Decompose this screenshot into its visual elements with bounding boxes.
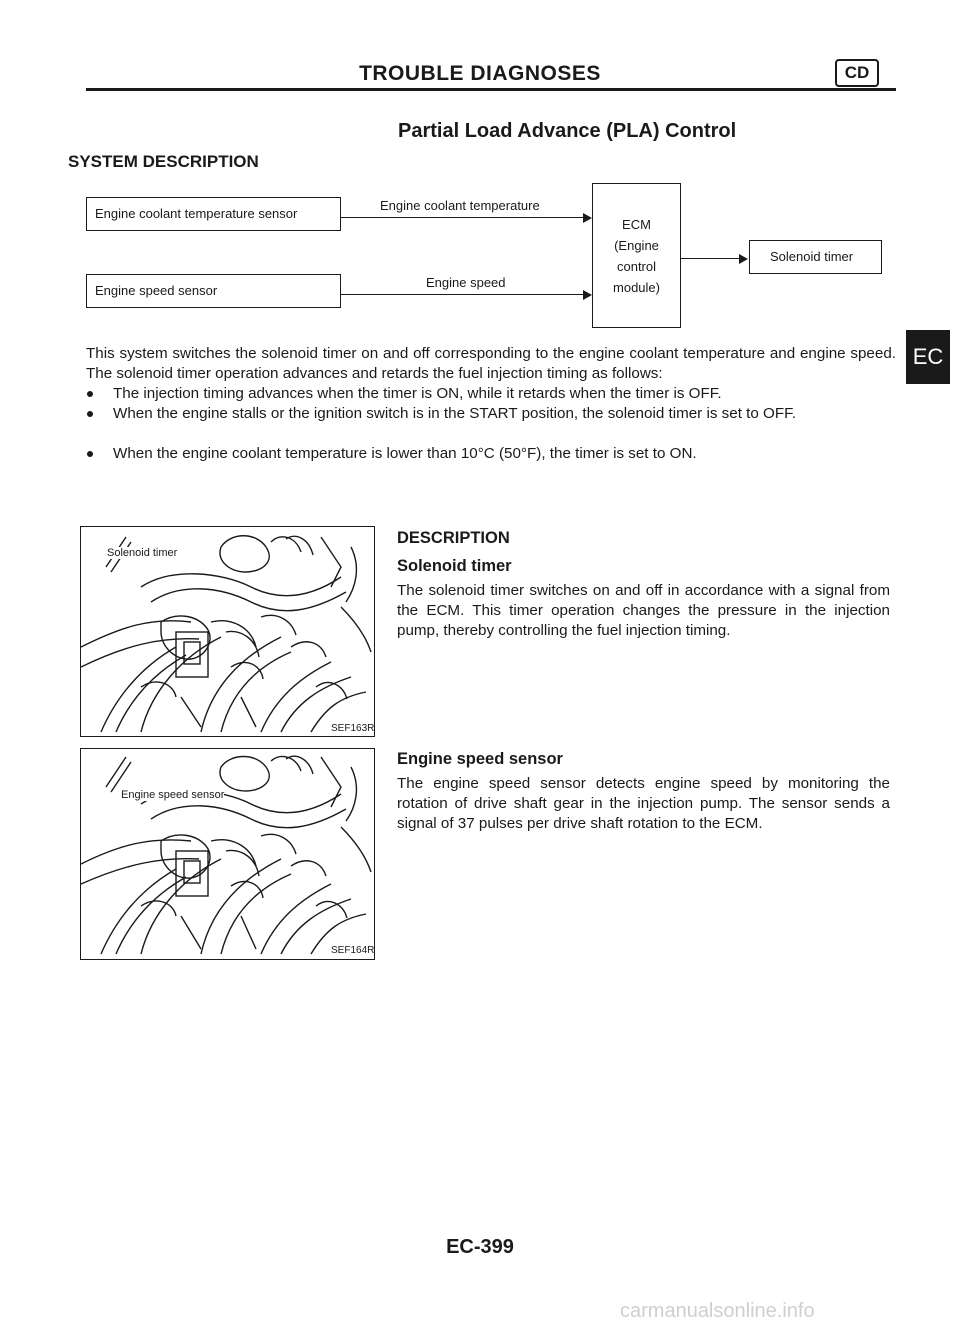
ecm-label-2: (Engine: [614, 238, 659, 253]
ecm-label-1: ECM: [622, 217, 651, 232]
bullet-text: The injection timing advances when the timer is ON, while it retards when the timer is OFF.: [113, 385, 722, 402]
engine-speed-sensor-heading: Engine speed sensor: [397, 750, 563, 768]
description-heading: DESCRIPTION: [397, 529, 510, 547]
figure-solenoid-timer: [80, 526, 375, 737]
watermark: carmanualsonline.info: [620, 1300, 815, 1322]
ecm-output-line: [681, 258, 739, 259]
figure-code: SEF163R: [331, 723, 375, 734]
bullet-dot-icon: [87, 391, 93, 397]
page-number: EC-399: [446, 1236, 514, 1258]
engine-speed-signal-label: Engine speed: [426, 275, 506, 290]
engine-speed-sensor-label: Engine speed sensor: [95, 283, 218, 298]
coolant-temp-signal-line: [341, 217, 583, 218]
figure-engine-speed-sensor: [80, 748, 375, 960]
section-title: Partial Load Advance (PLA) Control: [398, 120, 737, 142]
engine-speed-sensor-box: [86, 274, 341, 308]
figure-callout-solenoid-timer: Solenoid timer: [107, 547, 178, 559]
page-header-title: TROUBLE DIAGNOSES: [359, 62, 601, 85]
coolant-temp-signal-label: Engine coolant temperature: [380, 198, 540, 213]
ec-section-tab: EC: [906, 330, 950, 384]
ecm-output-arrow-icon: [739, 254, 748, 264]
header-rule: [86, 88, 896, 91]
engine-illustration-icon: [81, 749, 375, 960]
solenoid-timer-box: [749, 240, 882, 274]
ecm-label-3: control: [616, 259, 657, 274]
cd-badge: CD: [835, 59, 879, 87]
ecm-box: [592, 183, 681, 328]
solenoid-timer-label: Solenoid timer: [770, 249, 854, 264]
coolant-temp-arrow-icon: [583, 213, 592, 223]
engine-speed-signal-line: [341, 294, 583, 295]
ecm-label-4: module): [613, 280, 660, 295]
solenoid-timer-heading: Solenoid timer: [397, 557, 512, 575]
figure-code: SEF164R: [331, 945, 375, 956]
bullet-dot-icon: [87, 451, 93, 457]
system-description-heading: SYSTEM DESCRIPTION: [68, 152, 259, 171]
solenoid-timer-body: The solenoid timer switches on and off in accordance with a signal from the ECM. This timer operation changes the pressure in the injection pump, thereby controlling the fuel injection timing.: [397, 582, 890, 639]
engine-speed-sensor-body: The engine speed sensor detects engine speed by monitoring the rotation of drive shaft gear in the injection pump. The sensor sends a signal of 37 pulses per drive shaft rotation to the ECM.: [397, 775, 890, 832]
system-paragraph: This system switches the solenoid timer on and off corresponding to the engine coolant temperature and engine speed. The solenoid timer operation advances and retards the fuel injection timing as follows:: [86, 345, 896, 382]
coolant-temp-sensor-label: Engine coolant temperature sensor: [95, 206, 298, 221]
bullet-dot-icon: [87, 411, 93, 417]
coolant-temp-sensor-box: [86, 197, 341, 231]
engine-speed-arrow-icon: [583, 290, 592, 300]
figure-callout-engine-speed-sensor: Engine speed sensor: [121, 789, 225, 801]
bullet-text: When the engine coolant temperature is lower than 10°C (50°F), the timer is set to ON.: [113, 445, 697, 462]
bullet-text: When the engine stalls or the ignition switch is in the START position, the solenoid timer is set to OFF.: [113, 405, 796, 422]
